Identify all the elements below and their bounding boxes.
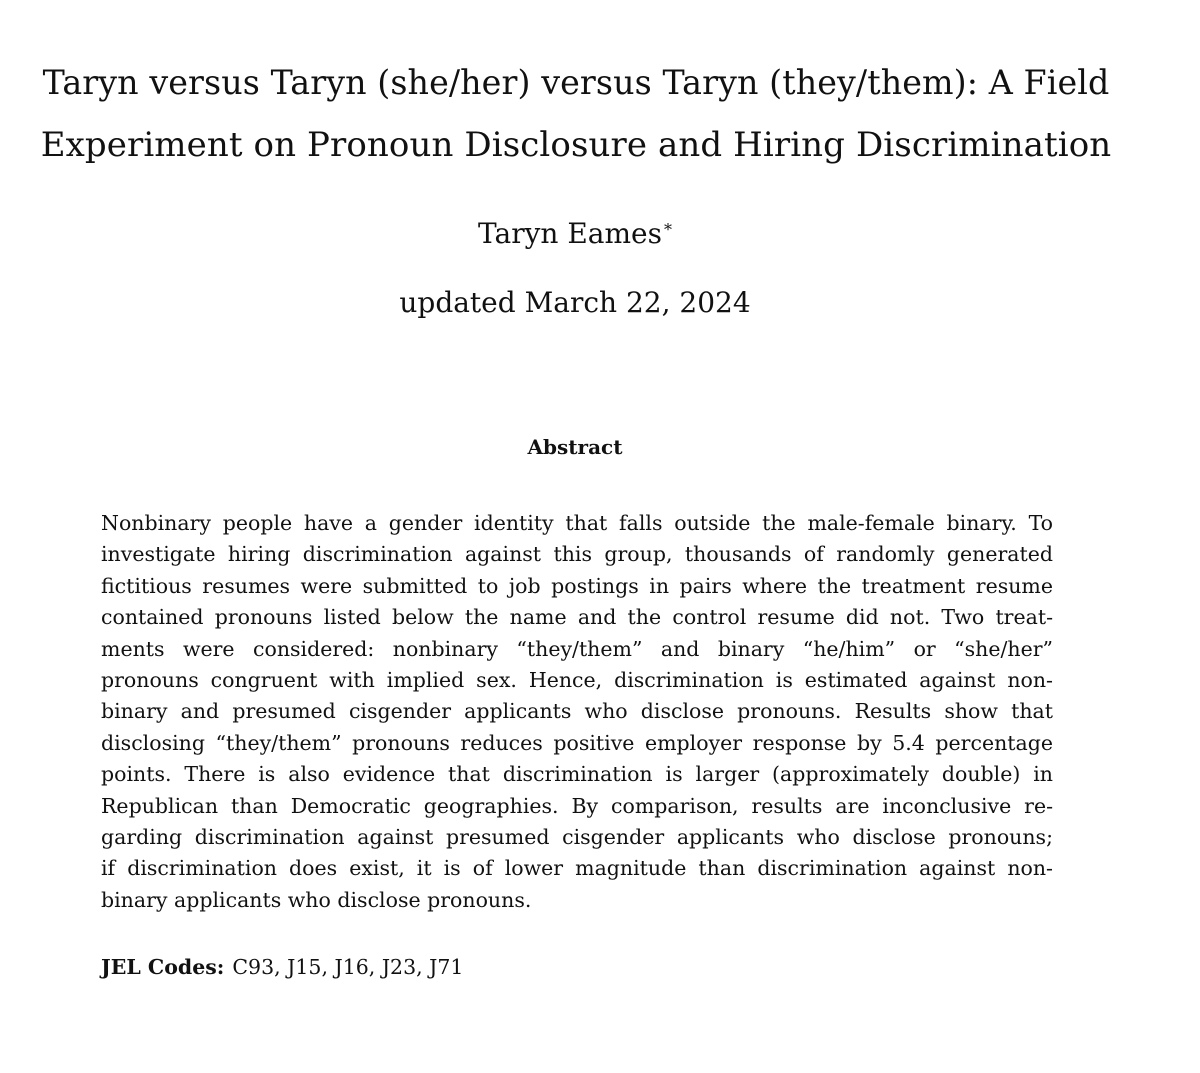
jel-codes-values: C93, J15, J16, J23, J71 <box>232 955 464 979</box>
abstract-line: garding discrimination against presumed cisgender applicants who disclose pronouns; <box>101 825 1053 850</box>
paper-title-line: Taryn versus Taryn (she/her) versus Taryn (they/them): A Field <box>42 63 1110 102</box>
abstract-line: fictitious resumes were submitted to job postings in pairs where the treatment resume <box>101 573 1053 598</box>
jel-codes-label: JEL Codes: <box>101 955 225 979</box>
author-name: Taryn Eames <box>478 217 662 250</box>
abstract-heading: Abstract <box>527 435 623 459</box>
author <box>0 214 1150 254</box>
abstract-body <box>101 508 1053 916</box>
abstract-line: Nonbinary people have a gender identity that falls outside the male-female binary. To <box>101 511 1053 535</box>
abstract-line: points. There is also evidence that discrimination is larger (approximately double) in <box>101 762 1053 787</box>
abstract-line: disclosing “they/them” pronouns reduces positive employer response by 5.4 percentage <box>101 730 1053 755</box>
abstract-line: contained pronouns listed below the name and the control resume did not. Two treat- <box>101 605 1053 630</box>
abstract-line: investigate hiring discrimination against this group, thousands of randomly generated <box>101 542 1053 567</box>
jel-codes <box>101 952 463 983</box>
publication-date: updated March 22, 2024 <box>399 286 751 319</box>
abstract-line: Republican than Democratic geographies. By comparison, results are inconclusive re- <box>101 793 1053 818</box>
author-footnote-mark: * <box>663 220 672 239</box>
abstract-line: ments were considered: nonbinary “they/them” and binary “he/him” or “she/her” <box>101 636 1053 661</box>
abstract-line: if discrimination does exist, it is of lower magnitude than discrimination against non- <box>101 856 1053 881</box>
paper-title <box>40 52 1112 176</box>
abstract-line: binary and presumed cisgender applicants who disclose pronouns. Results show that <box>101 699 1053 724</box>
abstract-line: binary applicants who disclose pronouns. <box>101 887 532 912</box>
paper-title-line: Experiment on Pronoun Disclosure and Hiring Discrimination <box>40 125 1112 165</box>
abstract-line: pronouns congruent with implied sex. Hence, discrimination is estimated against non- <box>101 668 1053 693</box>
